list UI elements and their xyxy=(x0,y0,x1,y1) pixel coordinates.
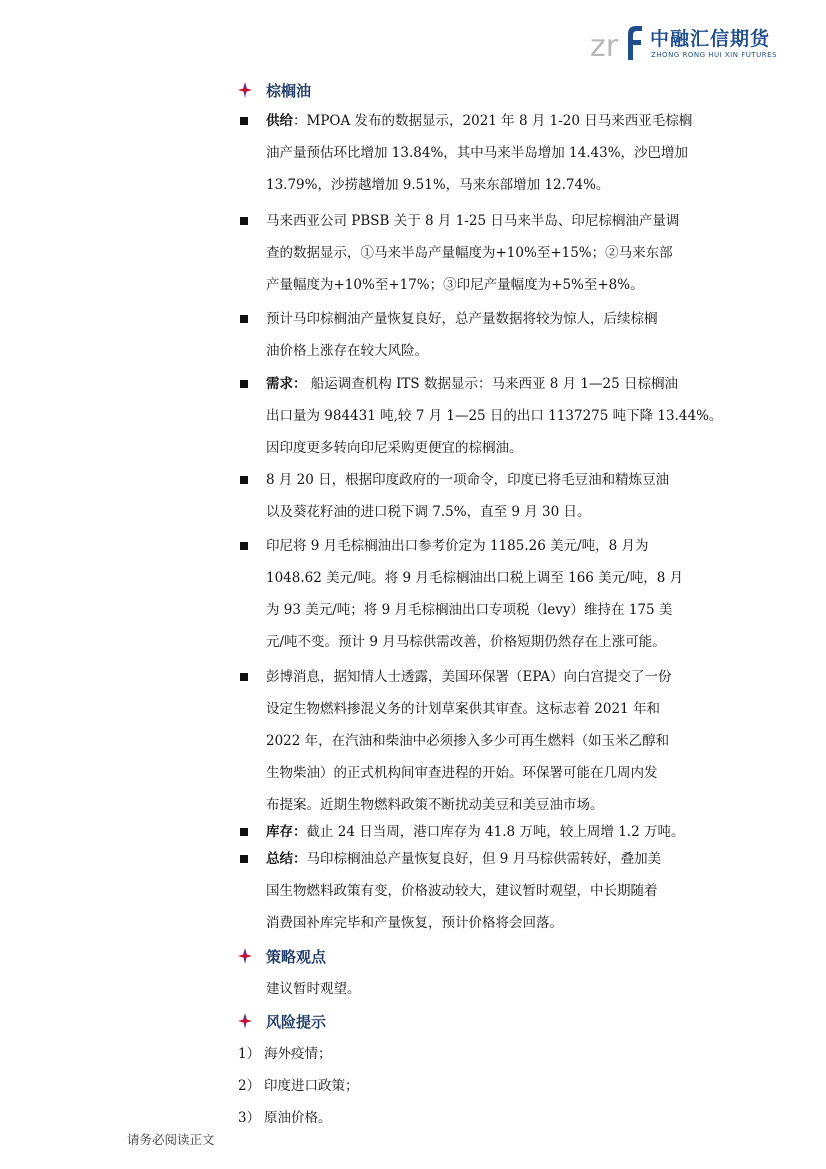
svg-text:zr: zr xyxy=(590,29,619,62)
bullet-line-text: 截止 24 日当周，港口库存为 41.8 万吨，较上周增 1.2 万吨。 xyxy=(306,824,685,840)
risk-item-number: 2） xyxy=(238,1078,261,1094)
footer-disclaimer: 请务必阅读正文 xyxy=(127,1132,215,1147)
section-title-risk: 风险提示 xyxy=(266,1013,327,1031)
bullet-line-text: 为 93 美元/吨；将 9 月毛棕榈油出口专项税（levy）维持在 175 美 xyxy=(266,602,673,618)
section-marker-icon xyxy=(238,948,252,964)
bullet-text-line xyxy=(266,176,609,194)
bullet-square-icon xyxy=(240,476,248,484)
bullet-text-line xyxy=(266,310,658,328)
risk-item-text: 印度进口政策； xyxy=(264,1078,359,1094)
company-name-cn: 中融汇信期货 xyxy=(650,28,771,50)
bullet-text-line xyxy=(266,144,688,162)
bullet-line-text: 消费国补库完毕和产量恢复，预计价格将会回落。 xyxy=(266,915,563,931)
bullet-line-text: 预计马印棕榈油产量恢复良好，总产量数据将较为惊人，后续棕榈 xyxy=(266,311,658,327)
bullet-label: 库存： xyxy=(266,824,307,840)
bullet-text-line xyxy=(266,112,692,130)
bullet-text-line xyxy=(266,342,428,360)
bullet-text-line xyxy=(266,796,604,814)
bullet-square-icon xyxy=(240,117,248,125)
bullet-square-icon xyxy=(240,542,248,550)
bullet-text-line xyxy=(266,732,669,750)
bullet-text-line xyxy=(266,537,649,555)
company-name-en: ZHONG RONG HUI XIN FUTURES xyxy=(651,51,777,59)
bullet-text-line xyxy=(266,882,658,900)
bullet-line-text: 1048.62 美元/吨。将 9 月毛棕榈油出口税上调至 166 美元/吨，8 月 xyxy=(266,570,684,586)
bullet-text-line xyxy=(266,850,661,868)
company-logo-mark xyxy=(590,22,644,62)
bullet-text-line xyxy=(266,375,678,393)
bullet-text-line xyxy=(266,212,679,230)
bullet-text-line xyxy=(266,471,669,489)
risk-item-text: 海外疫情； xyxy=(264,1046,332,1062)
bullet-label: 总结： xyxy=(266,851,307,867)
bullet-label: 需求： xyxy=(266,376,307,392)
bullet-line-text: 8 月 20 日，根据印度政府的一项命令，印度已将毛豆油和精炼豆油 xyxy=(266,472,670,488)
bullet-line-text: 油产量预估环比增加 13.84%，其中马来半岛增加 14.43%，沙巴增加 xyxy=(266,145,689,161)
bullet-line-text: 出口量为 984431 吨,较 7 月 1—25 日的出口 1137275 吨下降 13.44%。 xyxy=(266,408,723,424)
bullet-text-line xyxy=(266,407,722,425)
risk-item-number: 3） xyxy=(238,1110,261,1126)
bullet-text-line xyxy=(266,700,660,718)
bullet-text-line xyxy=(266,633,666,651)
bullet-line-text: 印尼将 9 月毛棕榈油出口参考价定为 1185.26 美元/吨，8 月为 xyxy=(266,538,649,554)
bullet-text-line xyxy=(266,439,523,457)
bullet-square-icon xyxy=(240,828,248,836)
bullet-square-icon xyxy=(240,855,248,863)
bullet-line-text: 油价格上涨存在较大风险。 xyxy=(266,343,428,359)
bullet-line-text: 彭博消息，据知情人士透露，美国环保署（EPA）向白宫提交了一份 xyxy=(266,669,672,685)
risk-item-number: 1） xyxy=(238,1046,261,1062)
bullet-square-icon xyxy=(240,380,248,388)
bullet-line-text: 国生物燃料政策有变，价格波动较大，建议暂时观望，中长期随着 xyxy=(266,883,658,899)
bullet-line-text: 13.79%，沙捞越增加 9.51%，马来东部增加 12.74%。 xyxy=(266,177,610,193)
bullet-line-text: 查的数据显示，①马来半岛产量幅度为+10%至+15%；②马来东部 xyxy=(266,245,673,261)
section-marker-icon xyxy=(238,1013,252,1029)
bullet-line-text: 船运调查机构 ITS 数据显示：马来西亚 8 月 1—25 日棕榈油 xyxy=(306,376,678,392)
section-title-palm-oil: 棕榈油 xyxy=(266,82,312,100)
bullet-line-text: 2022 年，在汽油和柴油中必须掺入多少可再生燃料（如玉米乙醇和 xyxy=(266,733,670,749)
strategy-text: 建议暂时观望。 xyxy=(266,981,361,997)
bullet-line-text: 以及葵花籽油的进口税下调 7.5%，直至 9 月 30 日。 xyxy=(266,504,591,520)
bullet-line-text: 生物柴油）的正式机构间审查进程的开始。环保署可能在几周内发 xyxy=(266,765,658,781)
bullet-line-text: 马印棕榈油总产量恢复良好，但 9 月马棕供需转好，叠加美 xyxy=(306,851,662,867)
bullet-square-icon xyxy=(240,673,248,681)
bullet-line-text: 元/吨不变。预计 9 月马棕供需改善，价格短期仍然存在上涨可能。 xyxy=(266,634,666,650)
bullet-text-line xyxy=(266,276,644,294)
bullet-text-line xyxy=(266,503,591,521)
section-title-strategy: 策略观点 xyxy=(266,948,327,966)
bullet-text-line xyxy=(266,244,673,262)
bullet-text-line xyxy=(266,823,684,841)
risk-item-text: 原油价格。 xyxy=(264,1110,332,1126)
bullet-text-line xyxy=(266,569,683,587)
bullet-text-line xyxy=(266,668,671,686)
bullet-line-text: 设定生物燃料掺混义务的计划草案供其审查。这标志着 2021 年和 xyxy=(266,701,660,717)
bullet-line-text: 因印度更多转向印尼采购更便宜的棕榈油。 xyxy=(266,440,523,456)
section-marker-icon xyxy=(238,82,252,98)
bullet-square-icon xyxy=(240,315,248,323)
bullet-label: 供给 xyxy=(266,113,293,129)
bullet-text-line xyxy=(266,764,658,782)
bullet-text-line xyxy=(266,914,563,932)
bullet-line-text: 马来西亚公司 PBSB 关于 8 月 1-25 日马来半岛、印尼棕榈油产量调 xyxy=(266,213,680,229)
bullet-line-text: 布提案。近期生物燃料政策不断扰动美豆和美豆油市场。 xyxy=(266,797,604,813)
bullet-line-text: 产量幅度为+10%至+17%；③印尼产量幅度为+5%至+8%。 xyxy=(266,277,644,293)
bullet-square-icon xyxy=(240,217,248,225)
bullet-text-line xyxy=(266,601,672,619)
bullet-line-text: ：MPOA 发布的数据显示，2021 年 8 月 1-20 日马来西亚毛棕榈 xyxy=(293,113,693,129)
